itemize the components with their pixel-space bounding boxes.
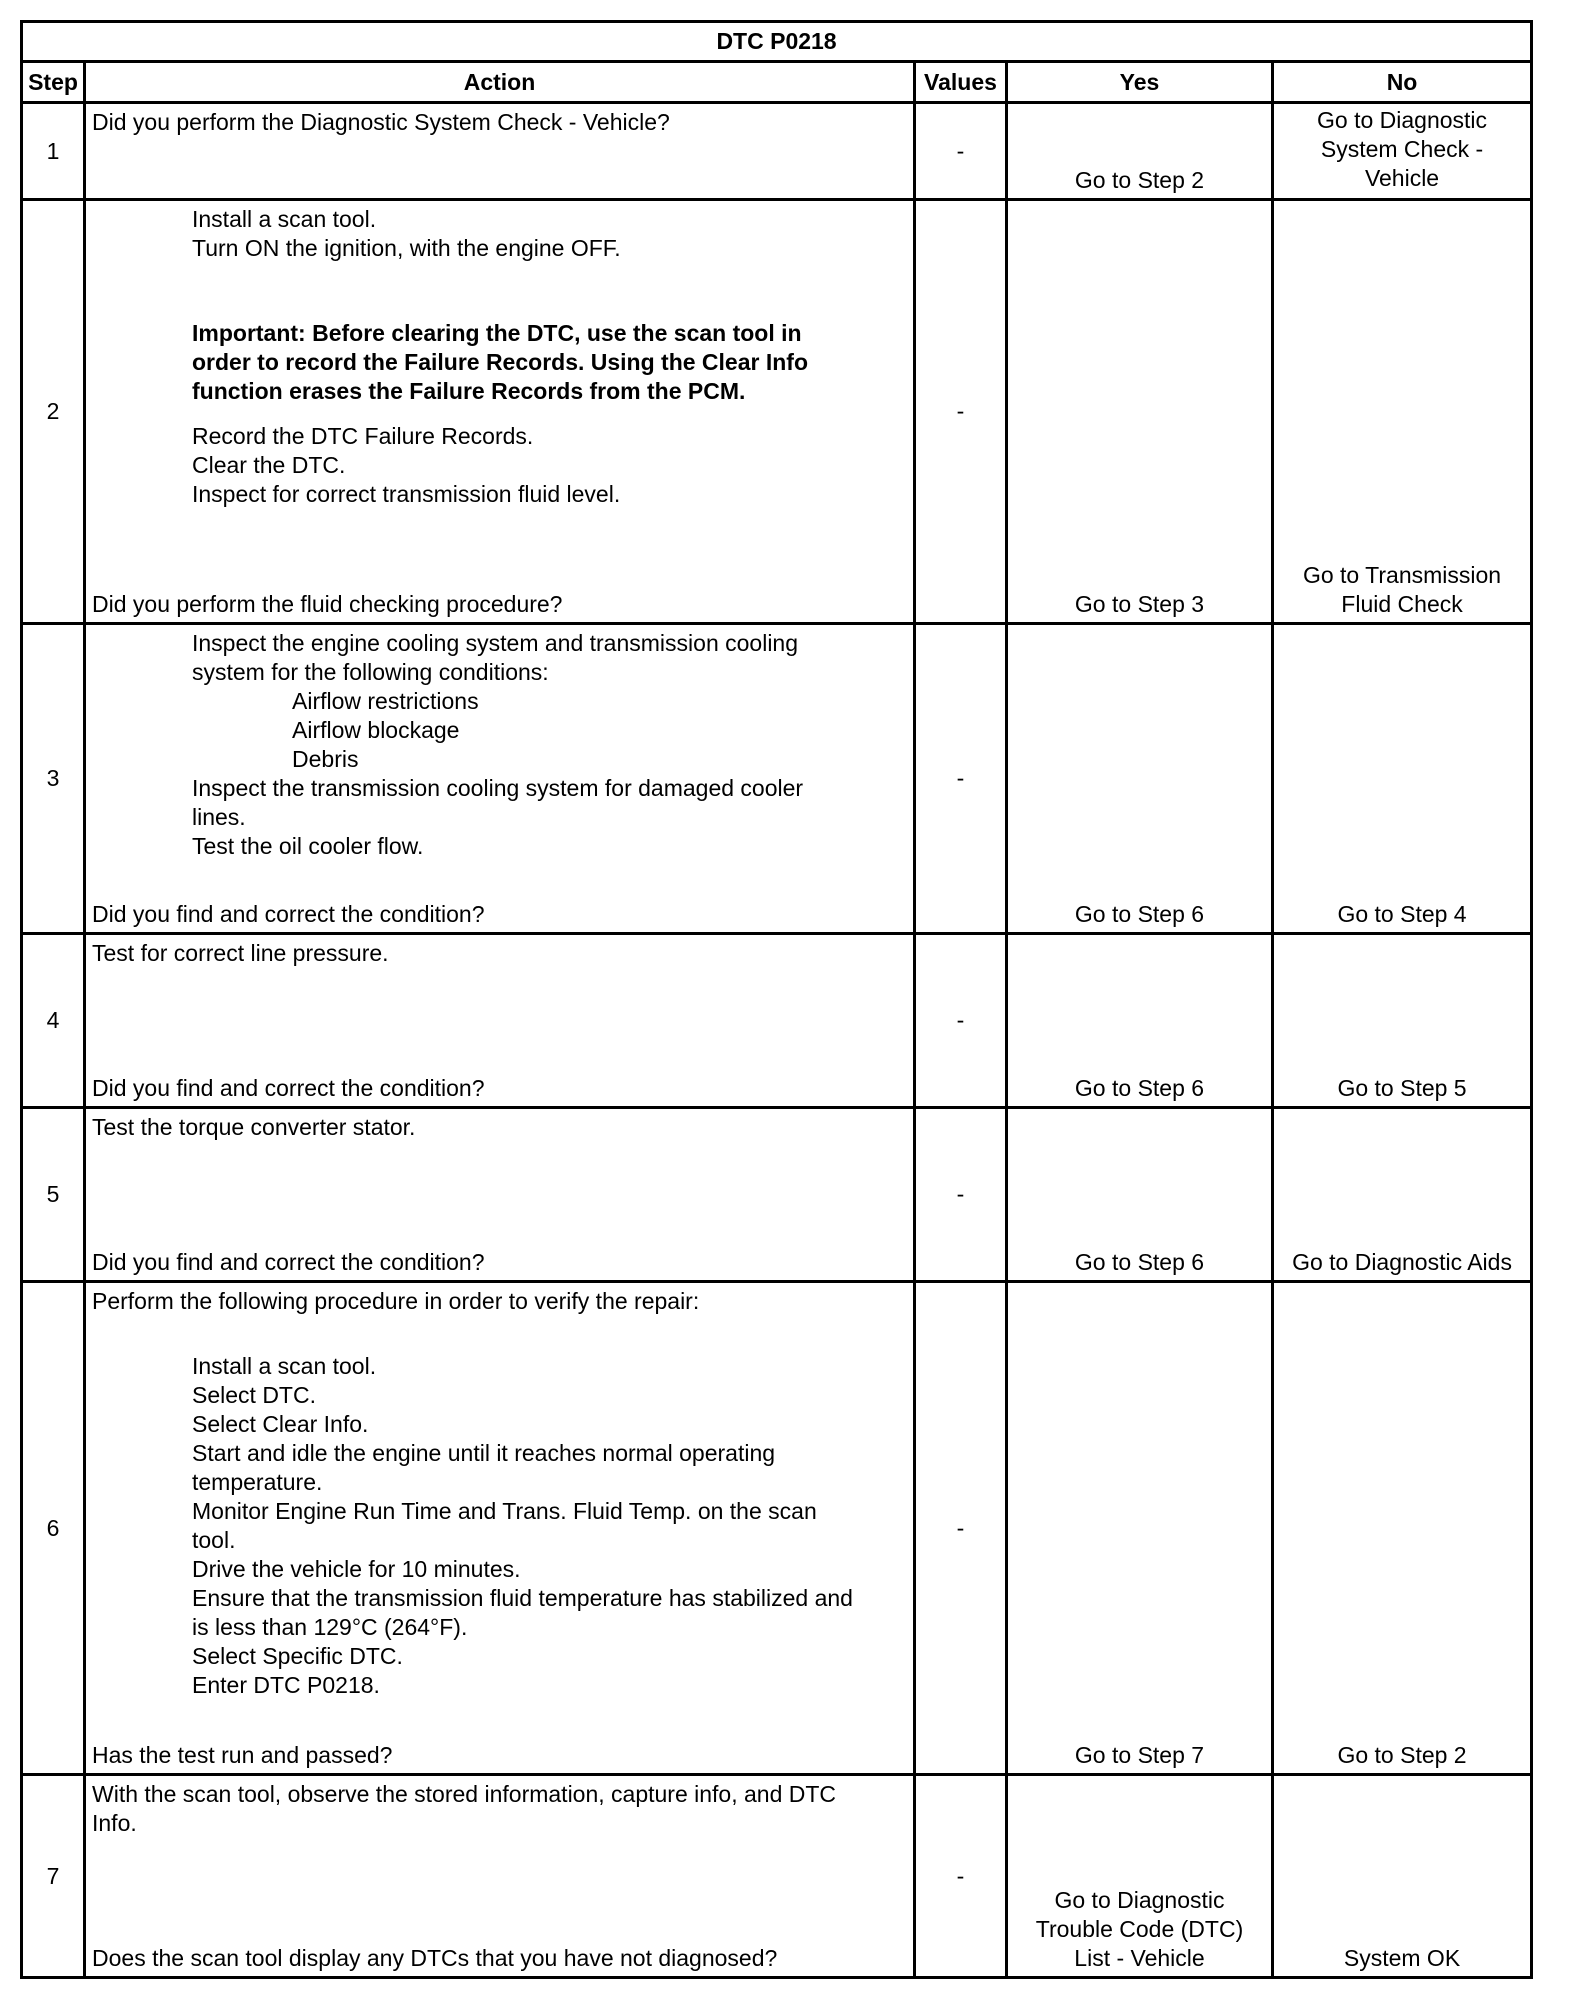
value-cell: - [915, 200, 1007, 624]
step-number: 6 [22, 1282, 85, 1775]
no-action: Go to Step 4 [1337, 901, 1467, 927]
action-cell [85, 103, 915, 200]
header-step: Step [22, 62, 85, 103]
value-cell: - [915, 624, 1007, 934]
step-number: 7 [22, 1775, 85, 1978]
action-line: Info. [92, 1810, 137, 1836]
action-line: Inspect for correct transmission fluid level. [192, 481, 621, 507]
value-cell: - [915, 1282, 1007, 1775]
yes-cell [1007, 103, 1273, 200]
action-line: lines. [192, 804, 246, 830]
no-cell [1273, 934, 1532, 1108]
step-number: 4 [22, 934, 85, 1108]
header-values: Values [915, 62, 1007, 103]
no-cell [1273, 1108, 1532, 1282]
action-spacer [92, 1838, 907, 1944]
step-number: 1 [22, 103, 85, 200]
no-cell [1273, 1282, 1532, 1775]
yes-action: Go to Step 2 [1074, 167, 1205, 193]
action-line: Drive the vehicle for 10 minutes. [192, 1556, 521, 1582]
action-line: Record the DTC Failure Records. [192, 423, 534, 449]
header-row [22, 62, 1532, 103]
action-question: Did you find and correct the condition? [92, 1249, 485, 1275]
action-spacer [92, 1142, 907, 1248]
no-cell [1273, 200, 1532, 624]
action-content [92, 1113, 907, 1277]
yes-action: Go to Step 6 [1074, 1075, 1205, 1101]
action-line: Start and idle the engine until it reaches normal operating [192, 1440, 776, 1466]
yes-cell [1007, 200, 1273, 624]
action-question: Did you perform the fluid checking procedure? [92, 591, 563, 617]
action-line: Inspect the engine cooling system and transmission cooling [192, 630, 799, 656]
action-cell [85, 934, 915, 1108]
action-spacer [92, 137, 907, 195]
action-line: system for the following conditions: [192, 659, 549, 685]
no-action: Fluid Check [1341, 591, 1463, 617]
header-action: Action [85, 62, 915, 103]
action-content [92, 1287, 907, 1770]
table-row [22, 103, 1532, 200]
action-line: With the scan tool, observe the stored information, capture info, and DTC [92, 1781, 837, 1807]
action-line: Install a scan tool. [192, 206, 377, 232]
action-line: Select DTC. [192, 1382, 316, 1408]
table-title: DTC P0218 [22, 22, 1532, 62]
value-cell: - [915, 1775, 1007, 1978]
no-action: System Check - [1320, 136, 1484, 162]
action-line: Inspect the transmission cooling system for damaged cooler [192, 775, 804, 801]
action-question: Did you find and correct the condition? [92, 901, 485, 927]
no-action: Go to Diagnostic Aids [1292, 1249, 1512, 1275]
dtc-table [20, 20, 1533, 1979]
action-content [92, 108, 907, 195]
action-line: Test the oil cooler flow. [192, 833, 424, 859]
action-line: Clear the DTC. [192, 452, 346, 478]
no-action: Go to Step 5 [1337, 1075, 1467, 1101]
action-question: Has the test run and passed? [92, 1742, 393, 1768]
action-line: temperature. [192, 1469, 323, 1495]
action-spacer [92, 1700, 907, 1741]
yes-cell [1007, 934, 1273, 1108]
yes-action: Go to Step 6 [1074, 901, 1205, 927]
no-action: Go to Diagnostic [1317, 107, 1488, 133]
yes-cell [1007, 1775, 1273, 1978]
step-number: 2 [22, 200, 85, 624]
table-row [22, 1108, 1532, 1282]
action-line: function erases the Failure Records from the PCM. [192, 378, 746, 404]
action-line: Select Clear Info. [192, 1411, 369, 1437]
action-line: Test the torque converter stator. [92, 1114, 416, 1140]
action-content [92, 1780, 907, 1973]
no-action: Go to Step 2 [1337, 1742, 1467, 1768]
table-row [22, 934, 1532, 1108]
yes-action: List - Vehicle [1074, 1945, 1205, 1971]
action-line: Ensure that the transmission fluid temperature has stabilized and [192, 1585, 853, 1611]
action-line: Select Specific DTC. [192, 1643, 403, 1669]
yes-cell [1007, 1282, 1273, 1775]
no-action: Go to Transmission [1302, 562, 1502, 588]
action-cell [85, 200, 915, 624]
action-line: Test for correct line pressure. [92, 940, 389, 966]
table-row [22, 624, 1532, 934]
yes-action: Go to Diagnostic [1054, 1887, 1225, 1913]
action-line: Airflow blockage [292, 717, 460, 743]
action-line: order to record the Failure Records. Using the Clear Info [192, 349, 809, 375]
title-row [22, 22, 1532, 62]
action-question: Does the scan tool display any DTCs that you have not diagnosed? [92, 1945, 778, 1971]
action-line: Airflow restrictions [292, 688, 479, 714]
yes-cell [1007, 1108, 1273, 1282]
action-line: Turn ON the ignition, with the engine OFF. [192, 235, 621, 261]
step-number: 3 [22, 624, 85, 934]
table-row [22, 1775, 1532, 1978]
action-line: Important: Before clearing the DTC, use the scan tool in [192, 320, 802, 346]
action-cell [85, 1775, 915, 1978]
action-content [92, 629, 907, 929]
value-cell: - [915, 1108, 1007, 1282]
action-cell [85, 624, 915, 934]
no-cell [1273, 624, 1532, 934]
no-cell [1273, 1775, 1532, 1978]
action-line: is less than 129°C (264°F). [192, 1614, 468, 1640]
action-line: Enter DTC P0218. [192, 1672, 380, 1698]
action-line: Monitor Engine Run Time and Trans. Fluid Temp. on the scan [192, 1498, 817, 1524]
action-spacer [92, 861, 907, 900]
value-cell: - [915, 934, 1007, 1108]
header-no: No [1273, 62, 1532, 103]
action-question: Did you find and correct the condition? [92, 1075, 485, 1101]
action-cell [85, 1108, 915, 1282]
action-spacer [92, 509, 907, 590]
yes-cell [1007, 624, 1273, 934]
action-cell [85, 1282, 915, 1775]
action-line: Perform the following procedure in order to verify the repair: [92, 1288, 700, 1314]
table-body [22, 103, 1532, 1978]
no-action: System OK [1343, 1945, 1461, 1971]
no-cell [1273, 103, 1532, 200]
action-line: tool. [192, 1527, 236, 1553]
action-content [92, 205, 907, 619]
no-action: Vehicle [1364, 165, 1440, 191]
action-line: Debris [292, 746, 359, 772]
yes-action: Go to Step 6 [1074, 1249, 1205, 1275]
table-row [22, 1282, 1532, 1775]
action-line: Did you perform the Diagnostic System Check - Vehicle? [92, 109, 670, 135]
table-row [22, 200, 1532, 624]
step-number: 5 [22, 1108, 85, 1282]
yes-action: Go to Step 3 [1074, 591, 1205, 617]
action-content [92, 939, 907, 1103]
header-yes: Yes [1007, 62, 1273, 103]
action-line: Install a scan tool. [192, 1353, 377, 1379]
yes-action: Go to Step 7 [1074, 1742, 1205, 1768]
action-spacer [92, 968, 907, 1074]
yes-action: Trouble Code (DTC) [1035, 1916, 1244, 1942]
value-cell: - [915, 103, 1007, 200]
